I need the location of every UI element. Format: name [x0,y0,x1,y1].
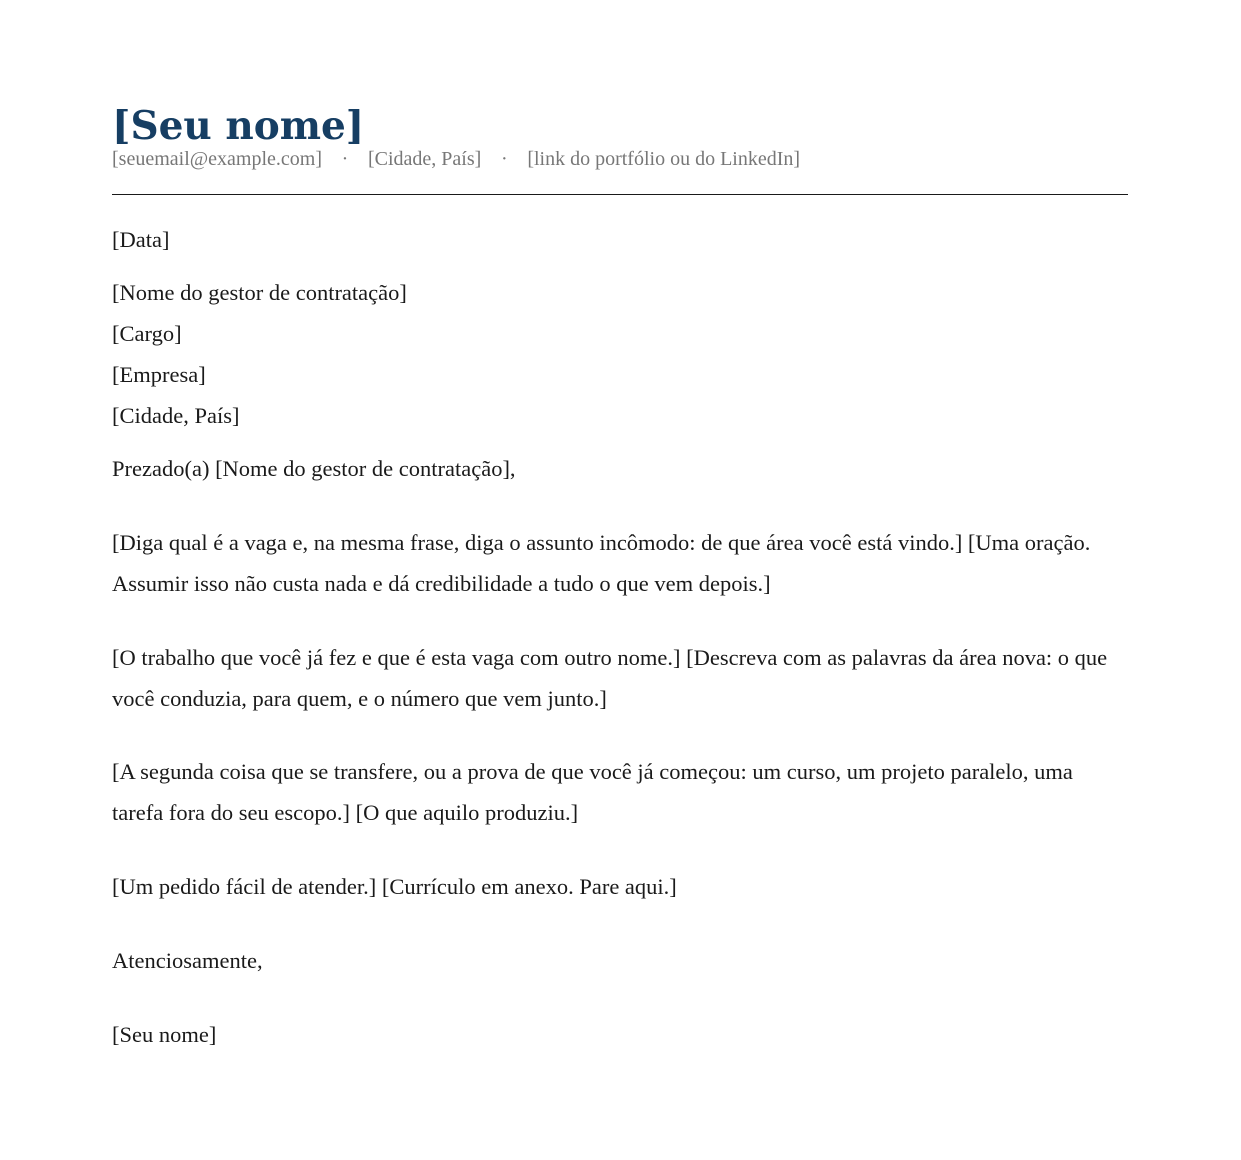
body-paragraph-2: [O trabalho que você já fez e que é esta vaga com outro nome.] [Descreva com as palavras da área nova: o que você conduzia, para quem, e o número que vem junto.] [112,645,1108,711]
contact-line [112,146,800,172]
body-paragraph-3: [A segunda coisa que se transfere, ou a prova de que você já começou: um curso, um projeto paralelo, uma tarefa fora do seu escopo.] [O que aquilo produziu.] [112,759,1073,825]
salutation: Prezado(a) [Nome do gestor de contratação], [112,456,516,481]
recipient-location: [Cidade, País] [112,403,240,428]
contact-location: [Cidade, País] [368,148,482,170]
contact-separator: · [341,148,349,170]
contact-email: [seuemail@example.com] [112,148,322,170]
recipient-title: [Cargo] [112,321,182,346]
contact-separator: · [500,148,508,170]
recipient-company: [Empresa] [112,362,206,387]
contact-link: [link do portfólio ou do LinkedIn] [527,148,801,170]
body-paragraph-4: [Um pedido fácil de atender.] [Currículo em anexo. Pare aqui.] [112,874,677,899]
signature: [Seu nome] [112,1022,217,1047]
sender-name: [Seu nome] [112,103,365,149]
header-divider [112,194,1128,195]
recipient-manager: [Nome do gestor de contratação] [112,280,407,305]
closing: Atenciosamente, [112,948,263,973]
letter-date: [Data] [112,227,170,252]
body-paragraph-1: [Diga qual é a vaga e, na mesma frase, diga o assunto incômodo: de que área você está vindo.] [Uma oração. Assumir isso não custa nada e dá credibilidade a tudo o que vem depois.] [112,530,1091,596]
